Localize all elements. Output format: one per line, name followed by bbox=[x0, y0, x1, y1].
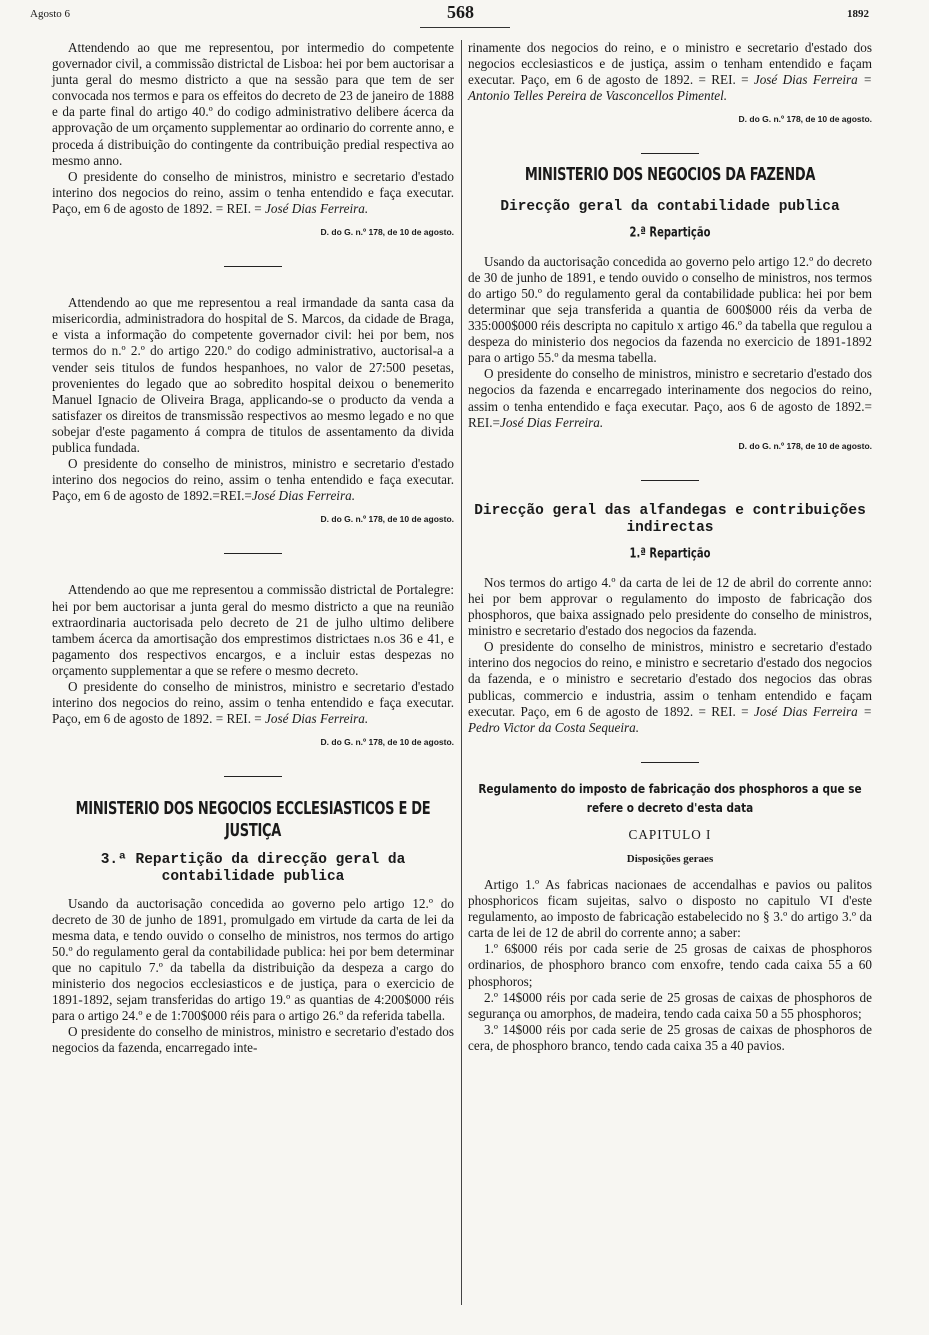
separator bbox=[224, 776, 282, 777]
decree-6-signature: José Dias Ferreira = Pedro Victor da Costa Sequeira. bbox=[468, 703, 872, 735]
repartition-heading: 2.ª Repartição bbox=[629, 225, 711, 241]
decree-5-closing: O presidente do conselho de ministros, ministro e secretario d'estado dos negocios da fazenda e encarregado interinamente dos negocios do reino, assim o tenha entendido e faça executar. Paço, aos 6 de agosto de 1892.= REI.=José Dias Ferreira. bbox=[468, 366, 872, 430]
article-1-item-1: 1.º 6$000 réis por cada serie de 25 grosas de caixas de phosphoros ordinarios, de phosphoro branco com enxofre, tendo cada caixa 55 a 60 phosphoros; bbox=[468, 941, 872, 989]
continued-signature: José Dias Ferreira = Antonio Telles Pereira de Vasconcellos Pimentel. bbox=[468, 72, 872, 104]
separator bbox=[641, 153, 699, 154]
page-number: 568 bbox=[447, 2, 474, 22]
decree-2-closing: O presidente do conselho de ministros, ministro e secretario d'estado interino dos negocios do reino, assim o tenha entendido e faça executar. Paço, em 6 de agosto de 1892.=REI.=José Dias Ferreira. bbox=[52, 456, 454, 504]
page-header bbox=[0, 0, 929, 30]
separator bbox=[641, 480, 699, 481]
decree-1-signature: José Dias Ferreira. bbox=[265, 200, 369, 216]
decree-5-signature: José Dias Ferreira. bbox=[499, 414, 604, 430]
separator bbox=[224, 553, 282, 554]
column-divider bbox=[461, 40, 462, 1305]
general-provisions-heading: Disposições geraes bbox=[626, 852, 714, 865]
decree-3-closing: O presidente do conselho de ministros, ministro e secretario d'estado interino dos negocios do reino, assim o tenha entendido e faça executar. Paço, em 6 de agosto de 1892. = REI. = José Dias Ferreira. bbox=[52, 679, 454, 727]
right-column bbox=[468, 40, 872, 1054]
decree-2-body: Attendendo ao que me representou a real irmandade da santa casa da misericordia, administradora do hospital de S. Marcos, da cidade de Braga, e vista a informação do competente governador civil: hei por bem, nos termos do n.º 2.º do artigo 220.º do codigo administrativo, auctorisal-a a vender seis titulos de fundos hespanhoes, no valor de 27:500 pesetas, provenientes do legado que ao sobredito hospital deixou o benemerito Manuel Ignacio de Oliveira Braga, applicando-se o producto da venda a satisfazer os direitos de transmissão respectivos ao mesmo legado e no que sobejar d'este pagamento á compra de titulos de assentamento da divida publica fundada. bbox=[52, 295, 454, 455]
decree-5-body: Usando da auctorisação concedida ao governo pelo artigo 12.º do decreto de 30 de junho de 1891, e tendo ouvido o conselho de ministros, nos termos do artigo 50.º do regulamento geral da contabilidade publica: hei por bem determinar que seja transferida a quantia de 600$000 réis da verba de 335:000$000 réis descripta no capitulo x artigo 46.º da tabella que regulou a despeza do ministerio dos negocios da fazenda no exercicio de 1891-1892 para o artigo 55.º da mesma tabella. bbox=[468, 253, 872, 366]
decree-2-source: D. do G. n.º 178, de 10 de agosto. bbox=[320, 514, 454, 525]
ministry-heading: MINISTERIO DOS NEGOCIOS DA FAZENDA bbox=[524, 165, 816, 186]
decree-1-source: D. do G. n.º 178, de 10 de agosto. bbox=[320, 227, 454, 238]
chapter-heading: CAPITULO I bbox=[628, 826, 712, 842]
decree-1-closing: O presidente do conselho de ministros, ministro e secretario d'estado interino dos negocios do reino, assim o tenha entendido e faça executar. Paço, em 6 de agosto de 1892. = REI. = José Dias Ferreira. bbox=[52, 168, 454, 216]
direction-heading: Direcção geral das alfandegas e contribuições indirectas bbox=[474, 502, 866, 536]
article-1-item-3: 3.º 14$000 réis por cada serie de 25 grosas de caixas de phosphoros de cera, de phosphoro branco, tendo cada caixa 35 a 40 pavios. bbox=[468, 1021, 872, 1053]
decree-2-signature: José Dias Ferreira. bbox=[251, 488, 355, 504]
regulation-title: Regulamento do imposto de fabricação dos phosphoros a que se refere o decreto d'esta data bbox=[478, 782, 862, 816]
decree-4-body: Usando da auctorisação concedida ao governo pelo artigo 12.º do decreto de 30 de junho de 1891, promulgado em virtude da carta de lei da mesma data, e tendo ouvido o conselho de ministros, nos termos do artigo 50.º do regulamento geral da contabilidade publica: hei por bem determinar que no capitulo 7.º da tabella da distribuição da despeza a cargo do ministerio dos negocios ecclesiasticos e de justiça, para o exercicio de 1891-1892, sejam transferidas do artigo 19.º as quantias de 4:200$000 réis para o artigo 24.º e de 1:700$000 réis para o artigo 26.º da referida tabella. bbox=[52, 895, 454, 1024]
continued-source: D. do G. n.º 178, de 10 de agosto. bbox=[738, 114, 872, 125]
header-date: Agosto 6 bbox=[30, 8, 71, 20]
decree-1-body: Attendendo ao que me representou, por intermedio do competente governador civil, a commissão districtal de Lisboa: hei por bem auctorisar a junta geral do mesmo districto a que na sessão para que tem de ser convocada nos termos e para os effeitos do decreto de 23 de janeiro de 1888 e da parte final do artigo 40.º do codigo administrativo delibere ácerca da approvação de um orçamento supplementar ao ordinario do corrente anno, e proceda á distribuição do contingente da contribuição predial respectiva ao mesmo anno. bbox=[52, 40, 454, 168]
decree-3-source: D. do G. n.º 178, de 10 de agosto. bbox=[320, 737, 454, 748]
decree-6-closing: O presidente do conselho de ministros, ministro e secretario d'estado interino dos negocios do reino, e ministro e secretario d'estado dos negocios da fazenda, e o ministro e secretario d'estado dos negocios das obras publicas, commercio e industria, assim o tenham entendido e façam executar. Paço, em 6 de agosto de 1892. = REI. = José Dias Ferreira = Pedro Victor da Costa Sequeira. bbox=[468, 639, 872, 735]
header-year: 1892 bbox=[847, 8, 869, 20]
article-1-item-2: 2.º 14$000 réis por cada serie de 25 grosas de caixas de phosphoros de segurança ou amorphos, de madeira, tendo cada caixa 50 a 55 phosphoros; bbox=[468, 989, 872, 1021]
repartition-heading: 3.ª Repartição da direcção geral da contabilidade publica bbox=[100, 851, 406, 885]
repartition-heading: 1.ª Repartição bbox=[629, 546, 711, 562]
separator bbox=[224, 266, 282, 267]
direction-heading: Direcção geral da contabilidade publica bbox=[500, 198, 840, 215]
separator bbox=[641, 762, 699, 763]
decree-3-signature: José Dias Ferreira. bbox=[265, 711, 369, 727]
article-1: Artigo 1.º As fabricas nacionaes de accendalhas e pavios ou palitos phosphoricos ficam sujeitas, salvo o disposto no capitulo VI d'este regulamento, ao imposto de fabricação estabelecido no § 3.º do artigo 3.º da carta de lei de 12 de abril do corrente anno; a saber: bbox=[468, 877, 872, 941]
header-rule bbox=[420, 27, 510, 28]
decree-3-body: Attendendo ao que me representou a commissão districtal de Portalegre: hei por bem auctorisar a junta geral do mesmo districto a que na reunião extraordinaria auctorisada pelo decreto de 21 de julho ultimo delibere tambem ácerca da amortisação dos emprestimos districtaes n.os 36 e 41, e pagamento dos respectivos encargos, e a incluir estas despezas no orçamento supplementar a que se refere o mesmo decreto. bbox=[52, 582, 454, 678]
decree-4-closing: O presidente do conselho de ministros, ministro e secretario d'estado dos negocios da fazenda, encarregado inte- bbox=[52, 1024, 454, 1056]
decree-6-body: Nos termos do artigo 4.º da carta de lei de 12 de abril do corrente anno: hei por bem approvar o regulamento do imposto de fabricação dos phosphoros, que baixa assignado pelo presidente do conselho de ministros, ministro e secretario d'estado dos negocios da fazenda. bbox=[468, 574, 872, 639]
continued-text: rinamente dos negocios do reino, e o ministro e secretario d'estado dos negocios ecclesiasticos e de justiça, assim o tenham entendido e façam executar. Paço, em 6 de agosto de 1892. = REI. = José Dias Ferreira = Antonio Telles Pereira de Vasconcellos Pimentel. bbox=[468, 40, 872, 104]
decree-5-source: D. do G. n.º 178, de 10 de agosto. bbox=[738, 440, 872, 451]
left-column bbox=[52, 40, 454, 1057]
ministry-heading: MINISTERIO DOS NEGOCIOS ECCLESIASTICOS E DE JUSTIÇA bbox=[75, 799, 431, 842]
